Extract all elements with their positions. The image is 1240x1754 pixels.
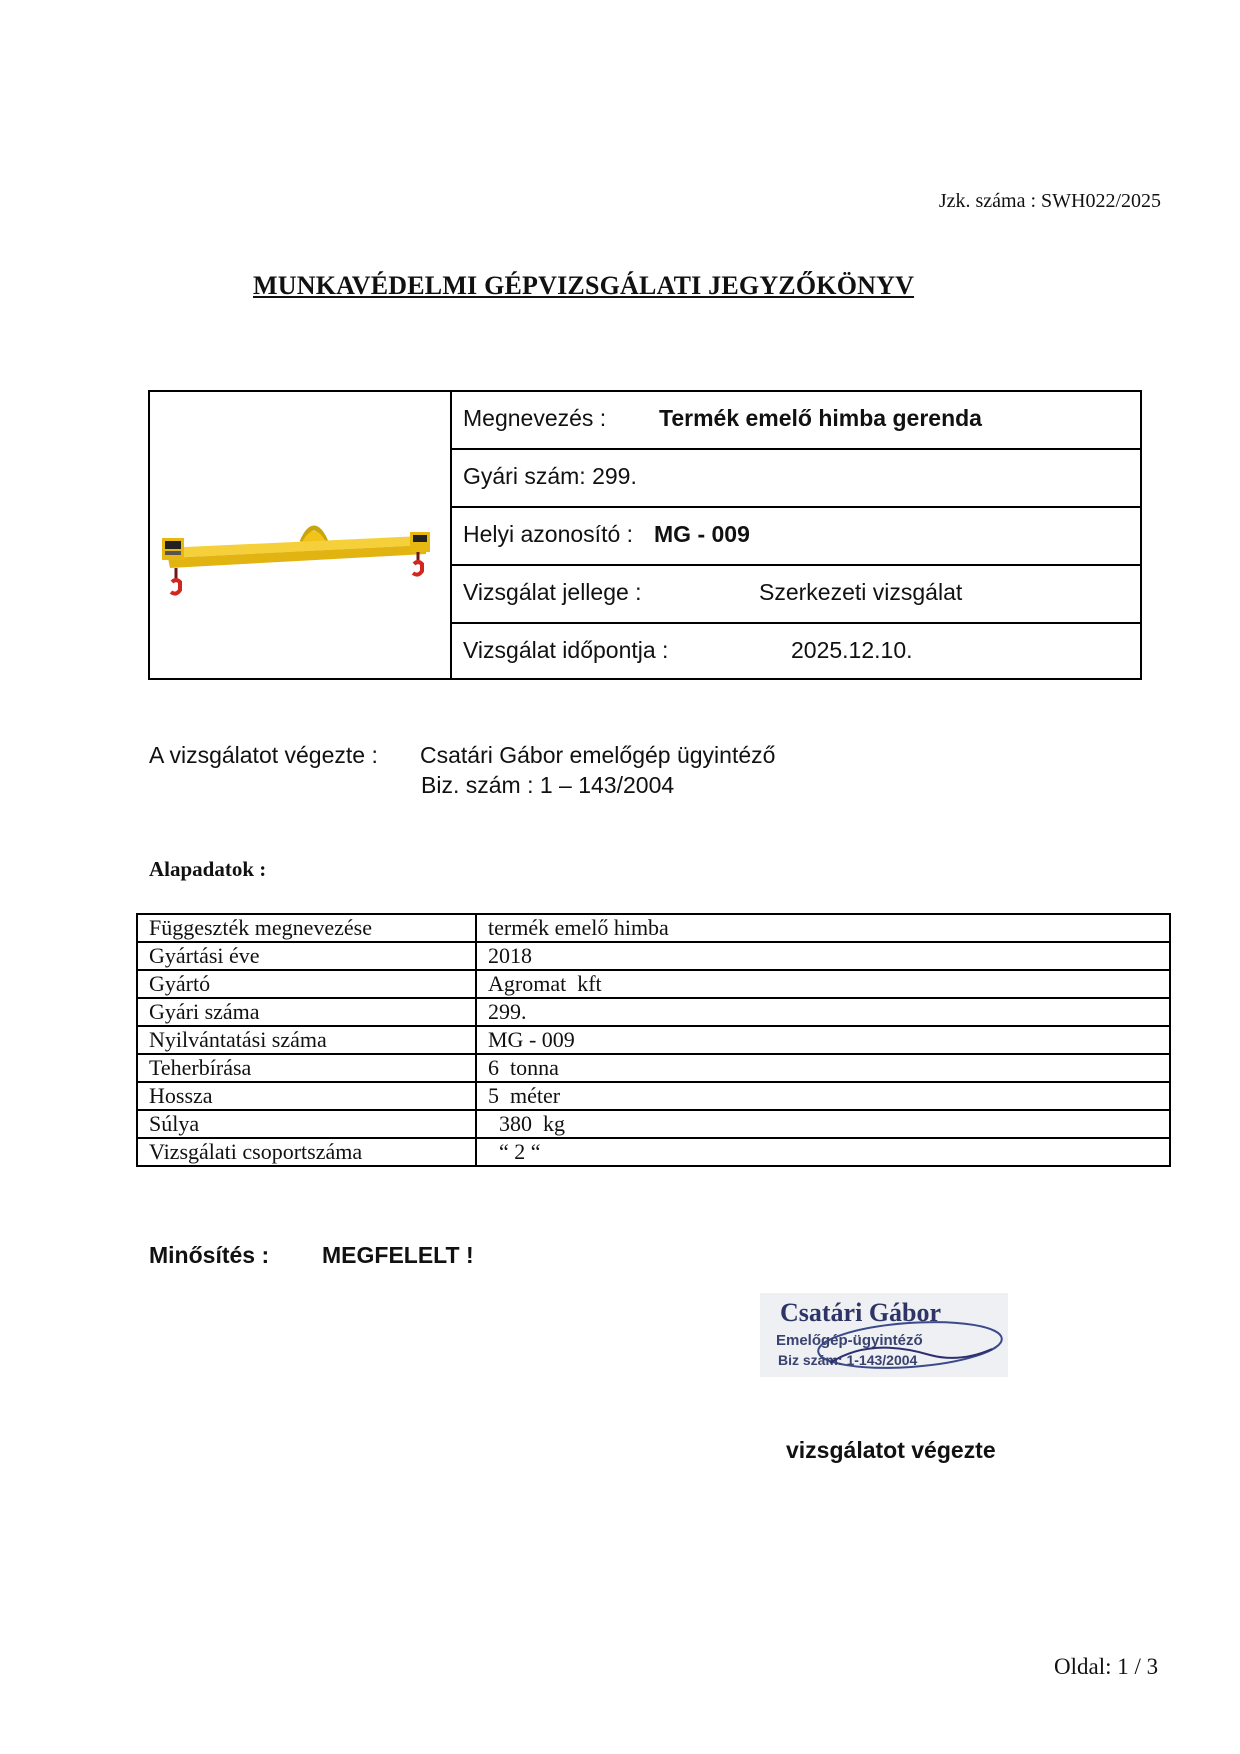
signature-caption: vizsgálatot végezte xyxy=(786,1437,996,1463)
signature-stamp xyxy=(760,1293,1008,1377)
exam-date-label: Vizsgálat időpontja : xyxy=(463,637,669,663)
table-row xyxy=(137,942,1170,970)
name-label: Megnevezés : xyxy=(463,405,607,431)
name-row xyxy=(452,392,1140,450)
row-value: 6 tonna xyxy=(476,1054,1170,1082)
row-value: Agromat kft xyxy=(476,970,1170,998)
local-id-value: MG - 009 xyxy=(654,521,750,547)
table-row xyxy=(137,998,1170,1026)
row-label: Gyártási éve xyxy=(137,942,476,970)
row-value: 2018 xyxy=(476,942,1170,970)
exam-type-value: Szerkezeti vizsgálat xyxy=(759,579,963,605)
row-label: Hossza xyxy=(137,1082,476,1110)
row-label: Gyári száma xyxy=(137,998,476,1026)
local-id-row xyxy=(452,508,1140,566)
row-label: Teherbírása xyxy=(137,1054,476,1082)
row-label: Súlya xyxy=(137,1110,476,1138)
exam-type-row xyxy=(452,566,1140,624)
exam-date-row xyxy=(452,624,1140,682)
exam-date-value: 2025.12.10. xyxy=(791,637,913,663)
page-number: Oldal: 1 / 3 xyxy=(1054,1654,1159,1679)
lifting-beam-image xyxy=(150,392,448,678)
product-image-cell xyxy=(150,392,452,678)
table-row xyxy=(137,970,1170,998)
serial-label: Gyári szám: 299. xyxy=(463,463,637,489)
name-value: Termék emelő himba gerenda xyxy=(659,405,982,431)
table-row xyxy=(137,1054,1170,1082)
stamp-line-3: Biz szám: 1-143/2004 xyxy=(778,1352,918,1368)
row-label: Nyilvántatási száma xyxy=(137,1026,476,1054)
stamp-line-2: Emelőgép-ügyintéző xyxy=(776,1332,923,1349)
table-row xyxy=(137,914,1170,942)
rating-value: MEGFELELT ! xyxy=(322,1242,474,1268)
row-value: 299. xyxy=(476,998,1170,1026)
exam-type-label: Vizsgálat jellege : xyxy=(463,579,642,605)
table-row xyxy=(137,1026,1170,1054)
examiner-certificate: Biz. szám : 1 – 143/2004 xyxy=(421,772,675,798)
table-row xyxy=(137,1138,1170,1166)
row-label: Gyártó xyxy=(137,970,476,998)
row-value: MG - 009 xyxy=(476,1026,1170,1054)
rating-label: Minősítés : xyxy=(149,1242,270,1268)
local-id-label: Helyi azonosító : xyxy=(463,521,634,547)
basic-data-table xyxy=(136,913,1171,1167)
stamp-line-1: Csatári Gábor xyxy=(780,1298,942,1327)
table-row xyxy=(137,1082,1170,1110)
examiner-name: Csatári Gábor emelőgép ügyintéző xyxy=(420,742,776,768)
row-value: 5 méter xyxy=(476,1082,1170,1110)
row-value: 380 kg xyxy=(476,1110,1170,1138)
serial-row xyxy=(452,450,1140,508)
table-row xyxy=(137,1110,1170,1138)
stamp-graphic xyxy=(760,1293,1008,1377)
report-number: Jzk. száma : SWH022/2025 xyxy=(938,190,1161,212)
identification-box xyxy=(148,390,1142,680)
row-label: Függeszték megnevezése xyxy=(137,914,476,942)
examiner-label: A vizsgálatot végezte : xyxy=(149,742,378,768)
document-title: MUNKAVÉDELMI GÉPVIZSGÁLATI JEGYZŐKÖNYV xyxy=(253,271,915,300)
row-value: termék emelő himba xyxy=(476,914,1170,942)
row-value: “ 2 “ xyxy=(476,1138,1170,1166)
row-label: Vizsgálati csoportszáma xyxy=(137,1138,476,1166)
basic-data-title: Alapadatok : xyxy=(149,857,267,881)
